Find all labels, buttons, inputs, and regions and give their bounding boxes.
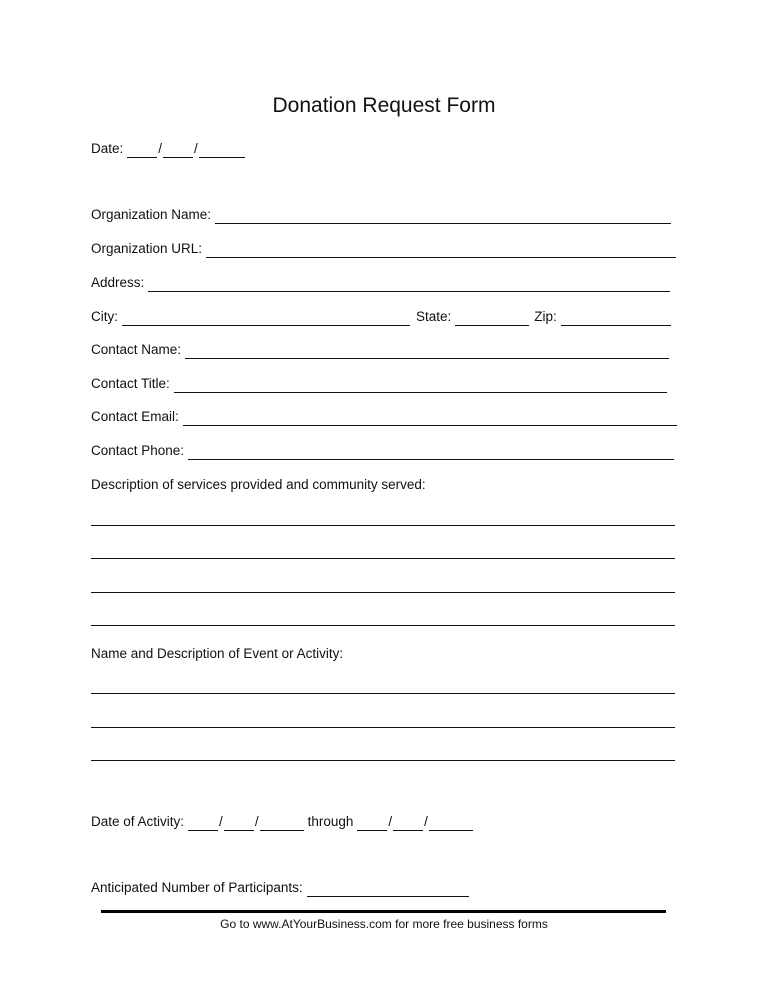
activity-date-label: Date of Activity:: [91, 814, 185, 829]
activity-start-year-field[interactable]: [260, 817, 304, 831]
description-line[interactable]: [91, 558, 675, 559]
date-slash: /: [158, 141, 163, 156]
activity-start-month-field[interactable]: [188, 817, 218, 831]
contact-title-row: [91, 375, 667, 393]
footer-divider: [101, 910, 666, 913]
event-label-row: [91, 645, 347, 663]
city-field[interactable]: [122, 312, 410, 326]
organization-url-row: [91, 240, 676, 258]
organization-url-field[interactable]: [206, 244, 676, 258]
contact-email-row: [91, 408, 677, 426]
state-label: State:: [416, 309, 452, 324]
participants-label: Anticipated Number of Participants:: [91, 880, 303, 895]
date-slash: /: [194, 141, 198, 156]
event-label: Name and Description of Event or Activity:: [91, 646, 344, 661]
date-row: [91, 140, 245, 158]
contact-phone-field[interactable]: [188, 446, 674, 460]
organization-url-label: Organization URL:: [91, 241, 203, 256]
footer-text: Go to www.AtYourBusiness.com for more free business forms: [220, 917, 548, 931]
contact-name-label: Contact Name:: [91, 342, 182, 357]
activity-end-month-field[interactable]: [357, 817, 387, 831]
date-slash: /: [388, 814, 393, 829]
contact-name-field[interactable]: [185, 345, 669, 359]
contact-title-label: Contact Title:: [91, 376, 170, 391]
city-label: City:: [91, 309, 118, 324]
zip-field[interactable]: [561, 312, 671, 326]
activity-end-year-field[interactable]: [429, 817, 473, 831]
description-line[interactable]: [91, 625, 675, 626]
contact-name-row: [91, 341, 669, 359]
contact-email-field[interactable]: [183, 412, 677, 426]
address-label: Address:: [91, 275, 145, 290]
date-slash: /: [254, 814, 259, 829]
date-slash: /: [424, 814, 428, 829]
city-state-zip-row: [91, 308, 671, 326]
event-line[interactable]: [91, 727, 675, 728]
organization-name-field[interactable]: [215, 210, 671, 224]
description-label: Description of services provided and community served:: [91, 477, 426, 492]
date-label: Date:: [91, 141, 124, 156]
address-field[interactable]: [148, 278, 670, 292]
organization-name-row: [91, 206, 671, 224]
description-label-row: [91, 476, 430, 494]
activity-date-row: [91, 813, 473, 831]
page-title: Donation Request Form: [272, 94, 496, 117]
zip-label: Zip:: [534, 309, 557, 324]
event-line[interactable]: [91, 693, 675, 694]
participants-row: [91, 879, 469, 897]
event-line[interactable]: [91, 760, 675, 761]
date-year-field[interactable]: [199, 144, 245, 158]
description-line[interactable]: [91, 592, 675, 593]
activity-start-day-field[interactable]: [224, 817, 254, 831]
contact-phone-label: Contact Phone:: [91, 443, 185, 458]
date-month-field[interactable]: [127, 144, 157, 158]
state-field[interactable]: [455, 312, 529, 326]
contact-phone-row: [91, 442, 674, 460]
activity-end-day-field[interactable]: [393, 817, 423, 831]
contact-email-label: Contact Email:: [91, 409, 179, 424]
participants-field[interactable]: [307, 883, 469, 897]
through-label: through: [307, 814, 354, 829]
date-day-field[interactable]: [163, 144, 193, 158]
address-row: [91, 274, 670, 292]
organization-name-label: Organization Name:: [91, 207, 212, 222]
contact-title-field[interactable]: [174, 379, 667, 393]
date-slash: /: [219, 814, 223, 829]
description-line[interactable]: [91, 525, 675, 526]
